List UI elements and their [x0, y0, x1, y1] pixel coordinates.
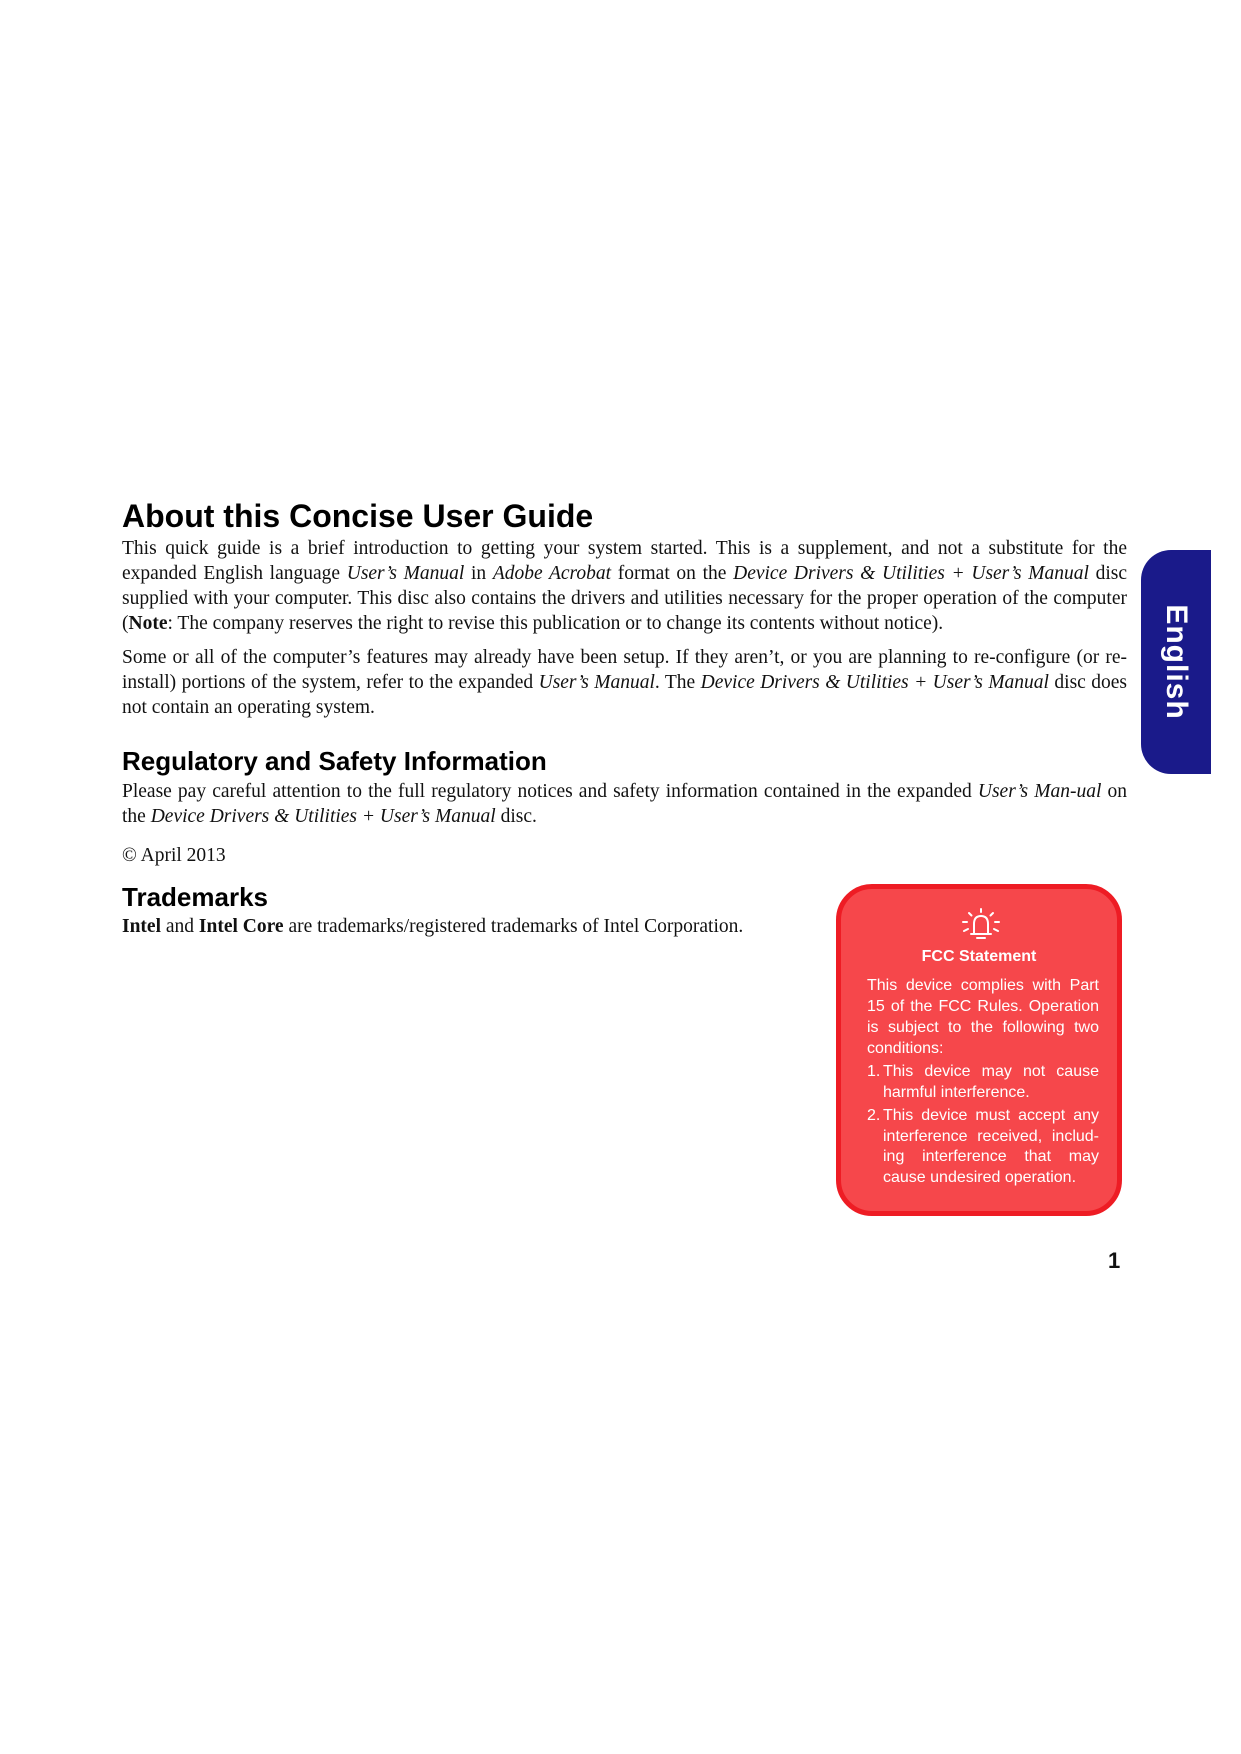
- regulatory-heading: Regulatory and Safety Information: [122, 746, 547, 776]
- text: Some or all of the computer’s features may already have been setup. If they aren’t, or you are planning to re-configure (or re-install) portions of the system, refer to the expanded: [122, 647, 1127, 693]
- format-ref: Adobe Acrobat: [492, 563, 612, 584]
- text: in: [464, 563, 493, 584]
- text: . The: [654, 672, 701, 693]
- list-text: This device may not cause harmful interference.: [883, 1063, 1099, 1101]
- page-number: 1: [1108, 1248, 1121, 1273]
- trademarks-heading: Trademarks: [122, 882, 268, 912]
- fcc-condition-2: [867, 1106, 1099, 1188]
- text: : The company reserves the right to revise this publication or to change its contents without notice).: [167, 613, 944, 634]
- list-number: 1.: [867, 1063, 881, 1080]
- page-title: About this Concise User Guide: [122, 498, 594, 534]
- manual-ref: User’s Man-ual: [977, 781, 1102, 802]
- regulatory-paragraph: [122, 779, 1127, 829]
- disc-ref: Device Drivers & Utilities + User’s Manual: [150, 806, 496, 827]
- text: disc.: [495, 806, 537, 827]
- text: on the: [122, 781, 1127, 827]
- list-number: 2.: [867, 1107, 881, 1124]
- fcc-title: FCC Statement: [921, 948, 1037, 965]
- brand-name: Intel: [122, 916, 161, 937]
- text: format on the: [611, 563, 734, 584]
- text: are trademarks/registered trademarks of Intel Corporation.: [283, 916, 744, 937]
- text: disc does not contain an operating system.: [122, 672, 1128, 718]
- text: This quick guide is a brief introduction to getting your system started. This is a supplement, and not a substitute for the expanded English language: [122, 538, 1127, 584]
- disc-ref: Device Drivers & Utilities + User’s Manual: [700, 672, 1049, 693]
- copyright-line: © April 2013: [122, 845, 226, 866]
- language-tab: [1141, 550, 1211, 774]
- fcc-statement-box: [836, 884, 1122, 1216]
- brand-name: Intel Core: [198, 916, 284, 937]
- trademarks-paragraph: [122, 914, 822, 939]
- list-text: This device must accept any interference received, includ-ing interference that may cause undesired operation.: [883, 1107, 1099, 1186]
- fcc-condition-1: [867, 1062, 1099, 1103]
- manual-ref: User’s Manual: [538, 672, 655, 693]
- fcc-text: This device complies with Part 15 of the FCC Rules. Operation is subject to the following two conditions:: [867, 977, 1099, 1057]
- text: and: [161, 916, 199, 937]
- intro-paragraph-1: [122, 536, 1127, 636]
- language-tab-label: English: [1160, 604, 1193, 720]
- note-label: Note: [128, 613, 168, 634]
- alert-bell-icon: [961, 907, 1001, 943]
- disc-ref: Device Drivers & Utilities + User’s Manual: [733, 563, 1089, 584]
- text: Please pay careful attention to the full regulatory notices and safety information contained in the expanded: [122, 781, 978, 802]
- intro-paragraph-2: [122, 645, 1127, 720]
- text: disc supplied with your computer. This disc also contains the drivers and utilities necessary for the proper operation of the computer (: [122, 563, 1127, 634]
- manual-ref: User’s Manual: [346, 563, 465, 584]
